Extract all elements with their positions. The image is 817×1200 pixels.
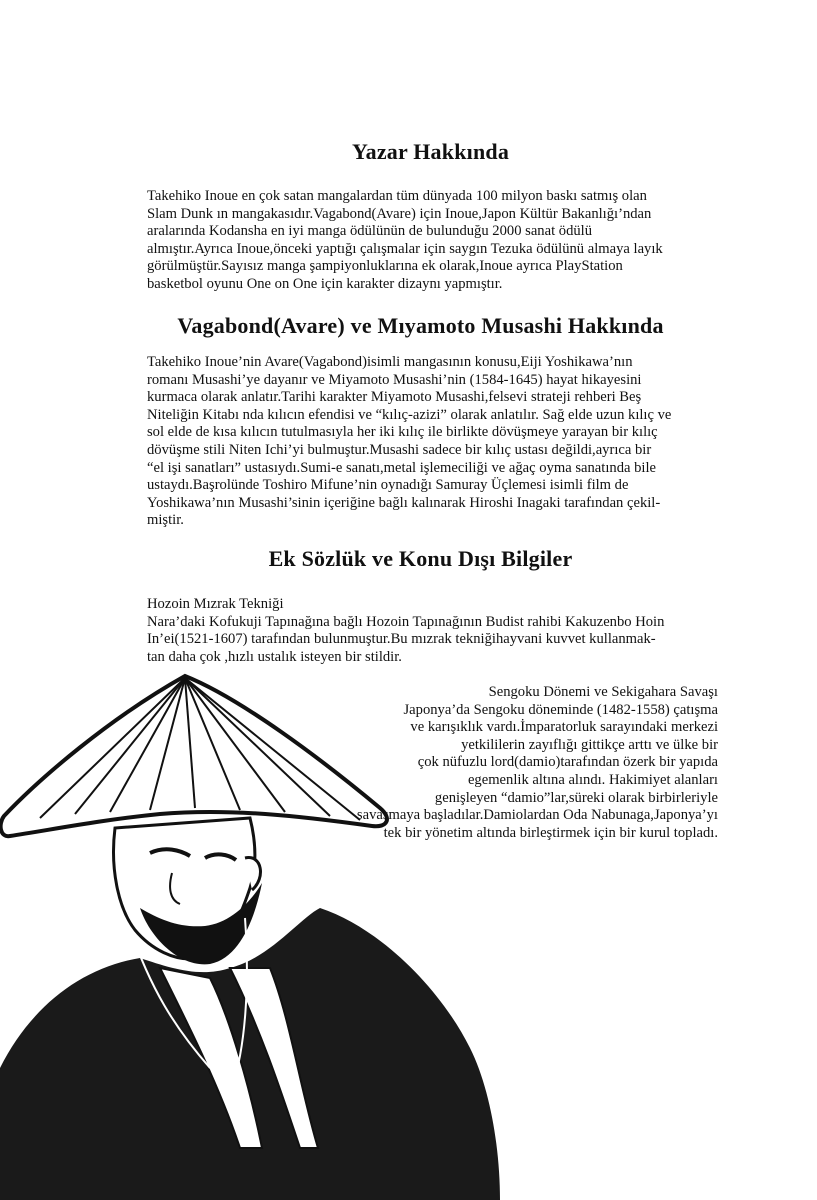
vagabond-paragraph: Takehiko Inoue’nin Avare(Vagabond)isimli mangasının konusu,Eiji Yoshikawa’nın romanı Musashi’ye dayanır ve Miyamoto Musashi’nin (1584-1645) hayat hikayesini kurmaca olarak anlatır.Tarihi karakter Miyamoto Musashi,felsevi strateji rehberi Beş Niteliğin Kitabı nda kılıcın efendisi ve “kılıç-azizi” olarak anlatılır. Sağ elde uzun kılıç ve sol elde de kısa kılıcın tutulmasıyla her iki kılıç ile birlikte dövüşmeye yarayan bir kılıç dövüşme stili Niten Ichi’yi bulmuştur.Musashi sadece bir kılıç ustası değildi,ayrıca bir “el işi sanatları” ustasıydı.Sumi-e sanatı,metal işlemeciliği ve ağaç oyma sanatında bile ustaydı.Başrolünde Toshiro Mifune’nin oynadığı Samuray Üçlemesi isimli film de Yoshikawa’nın Musashi’sinin içeriğine bağlı kalınarak Hiroshi Inagaki tarafından çekil- miştir. bbox=[147, 354, 672, 529]
author-paragraph: Takehiko Inoue en çok satan mangalardan tüm dünyada 100 milyon baskı satmış olan Slam Dunk ın mangakasıdır.Vagabond(Avare) için Inoue,Japon Kültür Bakanlığı’ndan aralarında Kodansha en iyi manga ödülünün de bulunduğu 2000 sanat ödülü almıştır.Ayrıca Inoue,önceki yaptığı çalışmalar için saygın Tezuka ödülünü almaya layık görülmüştür.Sayısız manga şampiyonluklarına ek olarak,Inoue ayrıca PlayStation basketbol oyunu One on One için karakter dizaynı yapmıştır. bbox=[147, 188, 663, 292]
hozoin-paragraph: Hozoin Mızrak Tekniği Nara’daki Kofukuji Tapınağına bağlı Hozoin Tapınağının Budist rahibi Kakuzenbo Hoin In’ei(1521-1607) tarafından bulunmuştur.Bu mızrak tekniğihayvani kuvvet kullanmak- tan daha çok ,hızlı ustalık isteyen bir stildir. bbox=[147, 596, 665, 665]
section-title-vagabond: Vagabond(Avare) ve Mıyamoto Musashi Hakkında bbox=[177, 313, 664, 338]
section-title-glossary: Ek Sözlük ve Konu Dışı Bilgiler bbox=[268, 546, 573, 571]
sengoku-paragraph: Sengoku Dönemi ve Sekigahara Savaşı Japonya’da Sengoku döneminde (1482-1558) çatışma ve karışıklık vardı.İmparatorluk sarayındaki merkezi yetkililerin zayıflığı gittikçe arttı ve ülke bir çok nüfuzlu lord(damio)tarafından özerk bir yapıda egemenlik altına alındı. Hakimiyet alanları genişleyen “damio”lar,süreki olarak birbirleriyle savaşmaya başladılar.Damiolardan Oda Nabunaga,Japonya’yı tek bir yönetim altında birleştirmek için bir kurul topladı. bbox=[356, 684, 718, 841]
robe bbox=[0, 908, 500, 1200]
section-title-author: Yazar Hakkında bbox=[351, 139, 510, 164]
